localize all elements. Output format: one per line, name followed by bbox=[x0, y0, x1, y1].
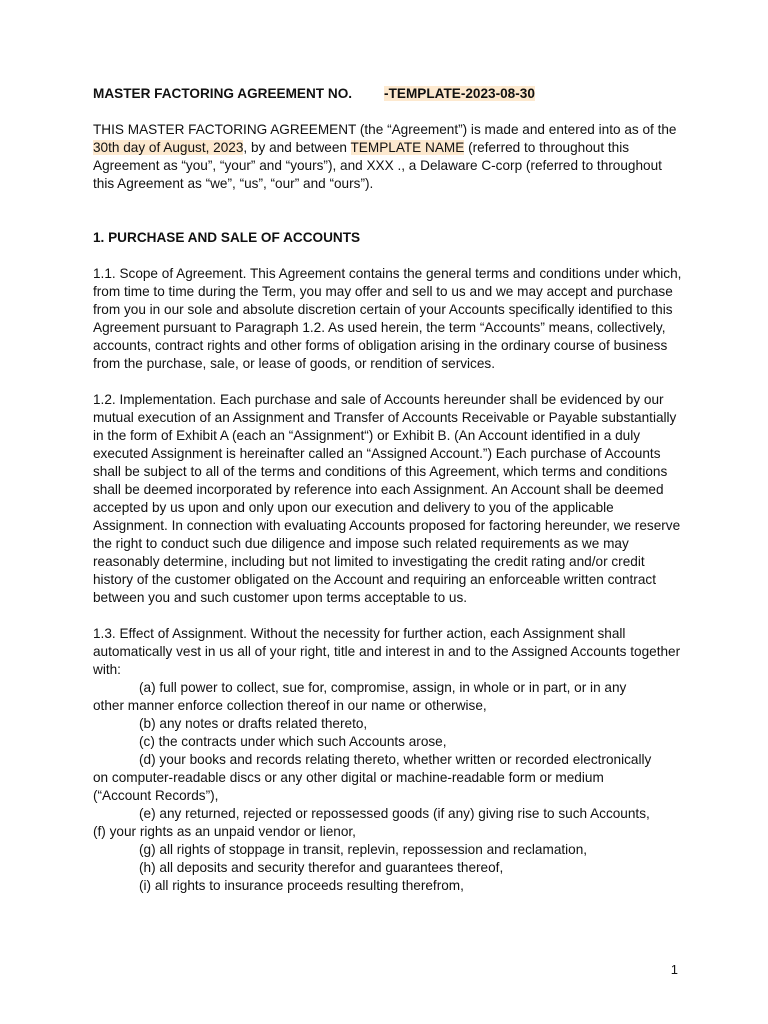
list-item-h: (h) all deposits and security therefor and guarantees thereof, bbox=[139, 860, 504, 875]
list-item-g: (g) all rights of stoppage in transit, replevin, repossession and reclamation, bbox=[139, 842, 588, 857]
template-number: -TEMPLATE-2023-08-30 bbox=[384, 86, 535, 101]
list-item-f: (f) your rights as an unpaid vendor or lienor, bbox=[93, 824, 356, 839]
list-item-d-continued-2: (“Account Records”), bbox=[93, 788, 219, 803]
page-number: 1 bbox=[670, 962, 678, 977]
agreement-title bbox=[93, 85, 685, 103]
template-name: TEMPLATE NAME bbox=[350, 140, 465, 155]
list-item-a: (a) full power to collect, sue for, compromise, assign, in whole or in part, or in any bbox=[139, 680, 627, 695]
intro-paragraph bbox=[93, 121, 685, 193]
agreement-date: 30th day of August, 2023 bbox=[93, 140, 244, 155]
document-body bbox=[93, 85, 685, 895]
intro-part3: (referred to throughout this Agreement as “you”, “your” and “yours”), and XXX ., a Delaware C-corp (referred to throughout this Agreement as “we”, “us”, “our” and “ours”). bbox=[93, 140, 662, 191]
intro-part2: , by and between bbox=[243, 140, 351, 155]
paragraph-1-1: 1.1. Scope of Agreement. This Agreement contains the general terms and conditions under which, from time to time during the Term, you may offer and sell to us and we may accept and purchase from you in our sole and absolute discretion certain of your Accounts specifically identified to this Agreement pursuant to Paragraph 1.2. As used herein, the term “Accounts” means, collectively, accounts, contract rights and other forms of obligation arising in the ordinary course of business from the purchase, sale, or lease of goods, or rendition of services. bbox=[93, 266, 682, 371]
paragraph-1-2: 1.2. Implementation. Each purchase and sale of Accounts hereunder shall be evidenced by our mutual execution of an Assignment and Transfer of Accounts Receivable or Payable substantially in the form of Exhibit A (each an “Assignment“) or Exhibit B. (An Account identified in a duly executed Assignment is hereinafter called an “Assigned Account.”) Each purchase of Accounts shall be subject to all of the terms and conditions of this Agreement, which terms and conditions shall be deemed incorporated by reference into each Assignment. An Account shall be deemed accepted by us upon and only upon our execution and delivery to you of the applicable Assignment. In connection with evaluating Accounts proposed for factoring hereunder, we reserve the right to conduct such due diligence and impose such related requirements as we may reasonably determine, including but not limited to investigating the credit rating and/or credit history of the customer obligated on the Account and requiring an enforceable written contract between you and such customer upon terms acceptable to us. bbox=[93, 392, 681, 605]
list-item-d-continued: on computer-readable discs or any other digital or machine-readable form or medium bbox=[93, 770, 604, 785]
section-1-heading: 1. PURCHASE AND SALE OF ACCOUNTS bbox=[93, 230, 361, 245]
list-item-b: (b) any notes or drafts related thereto, bbox=[139, 716, 368, 731]
title-prefix: MASTER FACTORING AGREEMENT NO. bbox=[93, 86, 353, 101]
list-item-a-continued: other manner enforce collection thereof in our name or otherwise, bbox=[93, 698, 487, 713]
assignment-items-list bbox=[93, 679, 685, 895]
list-item-d: (d) your books and records relating thereto, whether written or recorded electronically bbox=[139, 752, 652, 767]
paragraph-1-3: 1.3. Effect of Assignment. Without the necessity for further action, each Assignment shall automatically vest in us all of your right, title and interest in and to the Assigned Accounts together with: bbox=[93, 626, 681, 677]
list-item-e: (e) any returned, rejected or repossessed goods (if any) giving rise to such Accounts, bbox=[139, 806, 650, 821]
list-item-c: (c) the contracts under which such Accounts arose, bbox=[139, 734, 447, 749]
intro-part1: THIS MASTER FACTORING AGREEMENT (the “Agreement”) is made and entered into as of the bbox=[93, 122, 677, 137]
list-item-i: (i) all rights to insurance proceeds resulting therefrom, bbox=[139, 878, 464, 893]
